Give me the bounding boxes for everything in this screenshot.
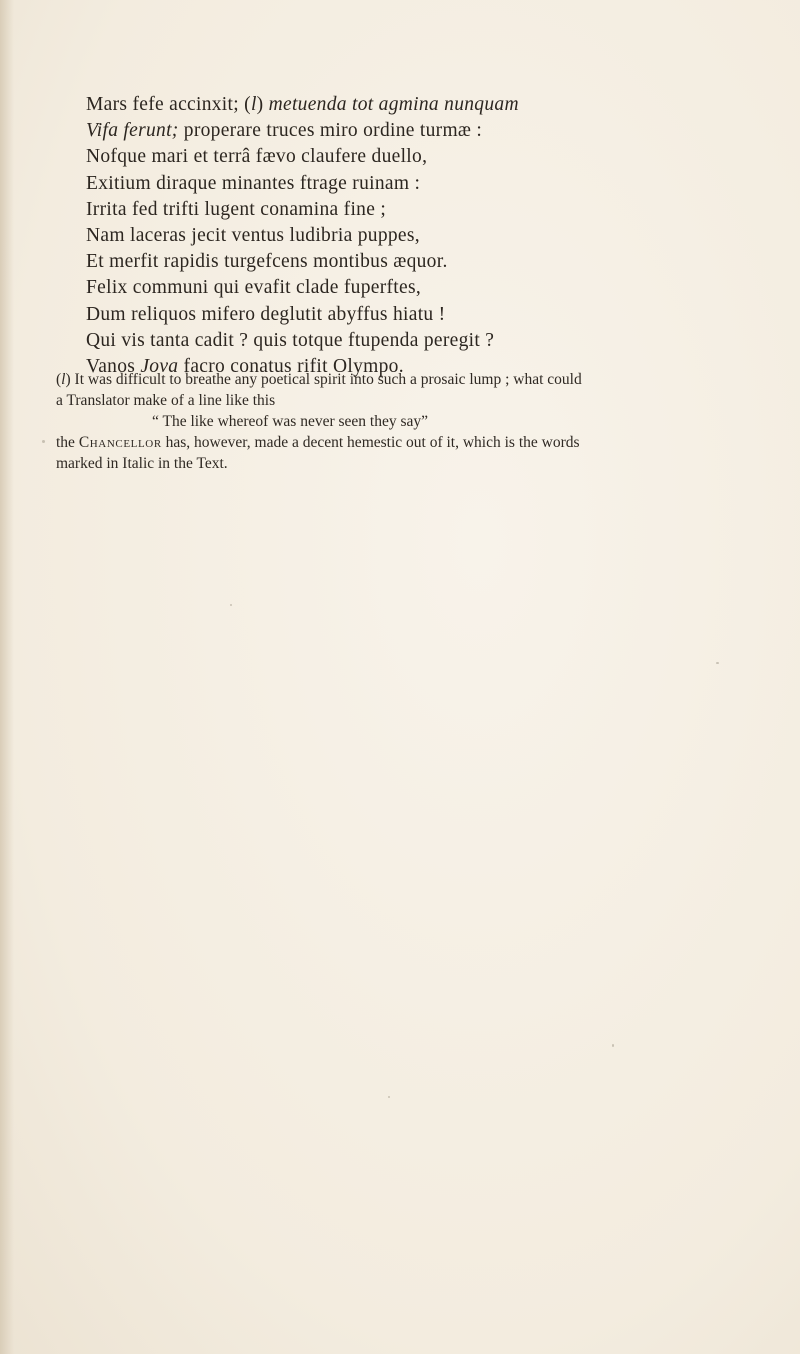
verse-text: Qui vis tanta cadit ? quis totque ftupenda peregit ? — [86, 329, 495, 351]
binding-shadow — [0, 0, 14, 1354]
footnote-line — [56, 432, 756, 453]
verse-text: properare truces miro ordine turmæ : — [178, 120, 483, 142]
footnote-reference: l — [250, 94, 257, 115]
verse-text: Exitium diraque minantes ftrage ruinam : — [86, 172, 421, 194]
verse-text: Irrita fed trifti lugent conamina fine ; — [86, 198, 387, 220]
paper-speck — [230, 604, 232, 606]
footnote-line — [56, 369, 756, 390]
verse-text: Mars fefe accinxit; ( — [86, 94, 251, 115]
verse-text: facro conatus rifit Olympo. — [178, 356, 404, 378]
verse-line — [86, 118, 726, 144]
footnote-text: the — [56, 434, 79, 451]
paper-speck — [388, 1096, 390, 1098]
verse-text: ) — [256, 94, 269, 115]
verse-line — [86, 144, 726, 170]
footnote-text: has, however, made a decent hemestic out of it, which is the words — [161, 434, 580, 451]
footnote-small-caps: Chancellor — [78, 434, 162, 451]
footnote-text: a Translator make of a line like this — [56, 392, 276, 409]
latin-poem — [86, 92, 726, 380]
verse-line — [86, 223, 726, 249]
paper-speck — [716, 662, 719, 664]
verse-line — [86, 92, 726, 118]
verse-text: Et merfit rapidis turgefcens montibus æquor. — [86, 251, 448, 273]
footnote-marker: (l) — [56, 371, 71, 388]
verse-line — [86, 171, 726, 197]
verse-text: Nam laceras jecit ventus ludibria puppes, — [86, 225, 420, 247]
verse-italic-text: Jova — [140, 356, 179, 378]
footnote-text: It was difficult to breathe any poetical spirit into such a prosaic lump ; what could — [74, 371, 582, 388]
footnote-line — [56, 390, 756, 411]
verse-line — [86, 249, 726, 275]
footnote-marker-letter: l — [61, 371, 66, 388]
verse-text: Nofque mari et terrâ fævo claufere duello, — [86, 146, 428, 168]
verse-italic-text: metuenda tot agmina nunquam — [268, 94, 519, 115]
verse-line — [86, 197, 726, 223]
paper-speck — [42, 440, 45, 443]
footnote-quote — [56, 411, 756, 432]
verse-text: Vanos — [86, 356, 141, 378]
footnote-text: “ The like whereof was never seen they say” — [152, 413, 429, 430]
footnote-line — [56, 453, 756, 474]
verse-line — [86, 275, 726, 301]
footnote — [56, 369, 756, 474]
verse-line — [86, 302, 726, 328]
footnote-text: marked in Italic in the Text. — [56, 455, 228, 472]
verse-italic-text: Vifa ferunt; — [86, 120, 179, 142]
verse-line — [86, 328, 726, 354]
verse-text: Dum reliquos mifero deglutit abyffus hiatu ! — [86, 303, 446, 325]
verse-text: Felix communi qui evafit clade fuperftes, — [86, 277, 422, 299]
paper-speck — [612, 1044, 614, 1047]
